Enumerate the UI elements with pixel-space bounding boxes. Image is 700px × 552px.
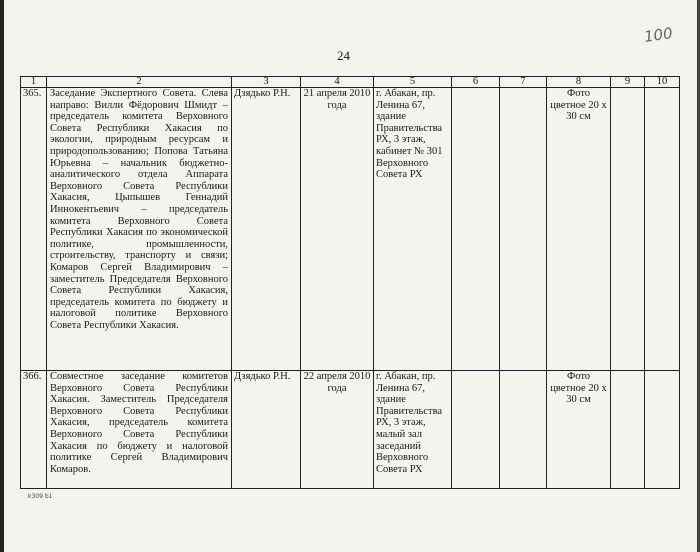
column-header: 10 — [645, 77, 680, 88]
column-header: 8 — [547, 77, 611, 88]
column-header: 7 — [500, 77, 547, 88]
page-number: 24 — [337, 48, 350, 63]
photo-place: г. Абакан, пр. Ленина 67, здание Правительства РХ, 3 этаж, кабинет № 301 Верховного Совета РХ — [374, 88, 452, 371]
column-header: 9 — [611, 77, 645, 88]
photo-date: 22 апреля 2010 года — [301, 371, 374, 489]
empty-cell — [645, 371, 680, 489]
handwritten-number: 100 — [642, 24, 674, 46]
empty-cell — [500, 371, 547, 489]
empty-cell — [452, 88, 500, 371]
empty-cell — [611, 88, 645, 371]
photo-format: Фото цветное 20 х 30 см — [547, 88, 611, 371]
photo-description: Заседание Экспертного Совета. Слева направо: Вилли Фёдорович Шмидт – председатель комитета Верховного Совета Республики Хакасия по экологии, природным ресурсам и природопользованию; Попова Татьяна Юрьевна – начальник бюджетно-аналитического отдела Аппарата Верховного Совета Республики Хакасия, Цыпышев Геннадий Иннокентьевич – председатель комитета Верховного Совета Республики Хакасия по экономической политике, промышленности, строительству, транспорту и связи; Комаров Сергей Владимирович – заместитель Председателя Верховного Совета Республики Хакасия, председатель комитета по бюджету и налоговой политике Верховного Совета Республики Хакасия. — [47, 88, 232, 371]
footer-code: k309 b1 — [28, 493, 53, 500]
table-row — [21, 371, 680, 489]
column-header: 6 — [452, 77, 500, 88]
table-row — [21, 88, 680, 371]
row-number: 365. — [21, 88, 47, 371]
column-header: 4 — [301, 77, 374, 88]
column-header: 2 — [47, 77, 232, 88]
empty-cell — [500, 88, 547, 371]
photo-format: Фото цветное 20 х 30 см — [547, 371, 611, 489]
photo-description: Совместное заседание комитетов Верховного Совета Республики Хакасия. Заместитель Председателя Верховного Совета Республики Хакасия, председатель комитета Верховного Совета Республики Хакасия по бюджету и налоговой политике Сергей Владимирович Комаров. — [47, 371, 232, 489]
photo-place: г. Абакан, пр. Ленина 67, здание Правительства РХ, 3 этаж, малый зал заседаний Верховного Совета РХ — [374, 371, 452, 489]
column-header: 5 — [374, 77, 452, 88]
row-number: 366. — [21, 371, 47, 489]
photo-date: 21 апреля 2010 года — [301, 88, 374, 371]
column-header: 1 — [21, 77, 47, 88]
column-header: 3 — [232, 77, 301, 88]
archive-table — [20, 76, 680, 489]
empty-cell — [611, 371, 645, 489]
scan-edge-left — [0, 0, 4, 552]
header-row — [21, 77, 680, 88]
photo-author: Дзядько Р.Н. — [232, 88, 301, 371]
empty-cell — [645, 88, 680, 371]
empty-cell — [452, 371, 500, 489]
photo-author: Дзядько Р.Н. — [232, 371, 301, 489]
